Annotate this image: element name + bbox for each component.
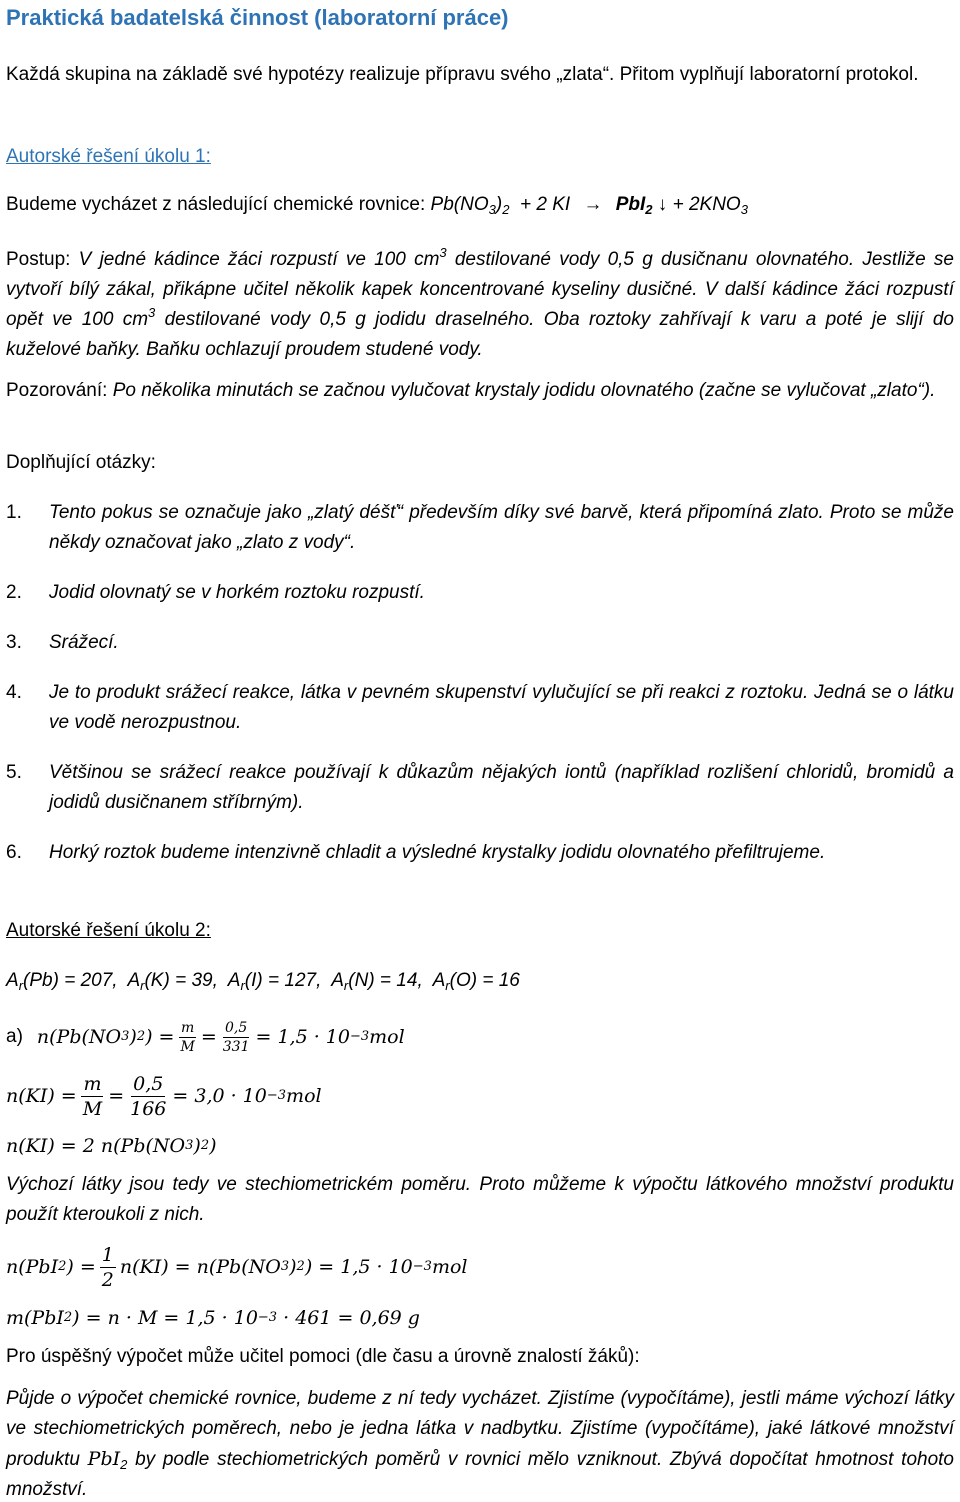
equation-m-pbi2: m(PbI 2 ) = n · M = 1,5 · 10 −3 · 461 = 0,69 g (6, 1302, 420, 1334)
equation-n-ki: n(KI) = $\frac{m}{M}$ = $\frac{0,5}{166}$ = 3,0 · 10 −3 mol (6, 1072, 322, 1120)
list-item (6, 758, 954, 818)
help-heading: Pro úspěšný výpočet může učitel pomoci (dle času a úrovně znalostí žáků): (6, 1346, 640, 1367)
atomic-mass-item: $A_r(K) = 39$, (127, 970, 218, 993)
task2-heading (6, 916, 954, 946)
eq2-result: = 3,0 · 10 (172, 1085, 267, 1107)
intro-paragraph: Každá skupina na základě své hypotézy realizuje přípravu svého „zlata“. Přitom vyplňují laboratorní protokol. (6, 64, 919, 85)
fraction-values: $\frac{0,5}{331}$ (222, 1019, 250, 1055)
procedure-text-b: destilované vody 0,5 g dusičnanu olovnatého. Jestliže se vytvoří bílý zákal, přikápne učitel několik kapek koncentrované kyseliny dusičné. V další kádince žáci rozpustí opět ve 100 cm (6, 249, 954, 330)
help-formula: PbI (87, 1448, 121, 1470)
eq5-lhs: m(PbI (6, 1307, 64, 1329)
product-1-sub: 2 (645, 202, 653, 217)
question-number: 5. (6, 762, 22, 783)
fraction-m-over-M: $\frac{m}{M}$ (82, 1072, 103, 1120)
part-a-label: a) (6, 1026, 23, 1047)
equation-ratio: n(KI) = 2 n(Pb(NO 3 ) 2 ) (6, 1130, 217, 1162)
reaction-arrow-icon: → (583, 194, 603, 215)
product-2-formula: + 2KNO (672, 194, 741, 215)
reactant-1-close: ) (495, 194, 503, 215)
question-number: 3. (6, 632, 22, 653)
list-item (6, 838, 954, 868)
list-item (6, 678, 954, 738)
list-item (6, 498, 954, 558)
observation-paragraph (6, 376, 954, 406)
question-answer: Srážecí. (49, 632, 119, 653)
help-formula-sub: 2 (120, 1457, 128, 1472)
procedure-text (6, 245, 954, 360)
procedure-sup-1: 3 (439, 245, 447, 260)
question-number: 2. (6, 582, 22, 603)
equation-n-pbi2: n(PbI 2 ) = $\frac{1}{2}$ n(KI) = n(Pb(NO 3 ) 2 ) = 1,5 · 10 −3 mol (6, 1243, 468, 1291)
reaction-equation (431, 194, 571, 215)
task2-heading-text: Autorské řešení úkolu 2: (6, 920, 211, 941)
procedure-label: Postup: (6, 249, 71, 270)
task1-heading (6, 142, 954, 172)
product-2-sub: 3 (740, 202, 748, 217)
question-answer: Tento pokus se označuje jako „zlatý déšť“ především díky své barvě, která připomíná zlato. Proto se může někdy označovat jako „zlato z vody“. (49, 502, 954, 553)
help-text-b: by podle stechiometrických poměrů v rovnici mělo vzniknout. Zbývá dopočítat hmotnost tohoto množství. (6, 1449, 954, 1500)
list-item (6, 578, 954, 608)
question-number: 6. (6, 842, 22, 863)
atomic-mass-item: $A_r(N) = 14$, (331, 970, 423, 993)
product-2 (673, 194, 748, 215)
precipitate-down-arrow-icon: ↓ (657, 194, 668, 215)
eq4-lhs: n(PbI (6, 1256, 59, 1278)
question-answer: Jodid olovnatý se v horkém roztoku rozpustí. (49, 582, 425, 603)
eq1-lhs: n(Pb(NO (36, 1026, 122, 1048)
question-answer: Většinou se srážecí reakce používají k důkazům nějakých iontů (například rozlišení chloridů, bromidů a jodidů dusičnanem stříbrným). (49, 762, 954, 813)
atomic-mass-item: $A_r(Pb) = 207$, (6, 970, 118, 993)
fraction-values: $\frac{0,5}{166}$ (130, 1072, 167, 1120)
stoichiometry-paragraph: Výchozí látky jsou tedy ve stechiometrickém poměru. Proto můžeme k výpočtu látkového množství produktu použít kteroukoli z nich. (6, 1174, 954, 1225)
atomic-mass-item: $A_r(O) = 16$ (432, 970, 520, 993)
help-paragraph (6, 1384, 954, 1502)
reactant-2: + 2 KI (519, 194, 571, 215)
eq2-lhs: n(KI) = (6, 1085, 77, 1107)
eq4-result: = 1,5 · 10 (318, 1256, 413, 1278)
procedure-text-a: V jedné kádince žáci rozpustí ve 100 cm (78, 249, 440, 270)
procedure-text-c: destilované vody 0,5 g jodidu draselného. Oba roztoky zahřívají k varu a poté je slijí do kuželové baňky. Baňku ochlazují proudem studené vody. (6, 309, 954, 360)
eq3-text: n(KI) = 2 n(Pb(NO (6, 1135, 186, 1157)
product-1 (616, 194, 653, 215)
page-title: Praktická badatelská činnost (laboratorní práce) (6, 5, 509, 30)
fraction-one-half: $\frac{1}{2}$ (101, 1243, 114, 1291)
reactant-1-sub: 3 (488, 202, 496, 217)
eq1-result: = 1,5 · 10 (255, 1026, 350, 1048)
product-1-formula: PbI (615, 194, 646, 215)
question-answer: Je to produkt srážecí reakce, látka v pevném skupenství vylučující se při reakci z roztoku. Jedná se o látku ve vodě nerozpustnou. (49, 682, 954, 733)
equation-n-pbno3: a) n(Pb(NO 3 ) 2 ) = $\frac{m}{M}$ = $\frac{0,5}{331}$ = 1,5 · 10 −3 mol (6, 1019, 405, 1055)
questions-heading: Doplňující otázky: (6, 452, 156, 473)
equation-intro: Budeme vycházet z následující chemické rovnice: (6, 194, 426, 215)
question-answer: Horký roztok budeme intenzivně chladit a výsledné krystalky jodidu olovnatého přefiltrujeme. (49, 842, 826, 863)
observation-text: Po několika minutách se začnou vylučovat krystaly jodidu olovnatého (začne se vylučovat „zlato“). (112, 380, 936, 401)
task1-heading-text: Autorské řešení úkolu 1: (6, 146, 211, 167)
procedure-sup-2: 3 (148, 305, 156, 320)
eq4-mid: n(KI) = n(Pb(NO (119, 1256, 281, 1278)
procedure-paragraph (6, 245, 954, 365)
question-number: 1. (6, 502, 22, 523)
reactant-1: Pb(NO (430, 194, 489, 215)
question-number: 4. (6, 682, 22, 703)
atomic-mass-item: $A_r(I) = 127$, (227, 970, 322, 993)
atomic-masses (6, 966, 954, 996)
equation-line (6, 190, 954, 220)
list-item (6, 628, 954, 658)
reactant-1-sub2: 2 (502, 202, 510, 217)
help-text-a: Půjde o výpočet chemické rovnice, budeme z ní tedy vycházet. Zjistíme (vypočítáme), jestli máme výchozí látky ve stechiometrických poměrech, nebo je jedna látka v nadbytku. Zjistíme (vypočítáme), jaké látkové množství produktu (6, 1388, 954, 1470)
fraction-m-over-M: $\frac{m}{M}$ (180, 1019, 195, 1055)
observation-label: Pozorování: (6, 380, 108, 401)
